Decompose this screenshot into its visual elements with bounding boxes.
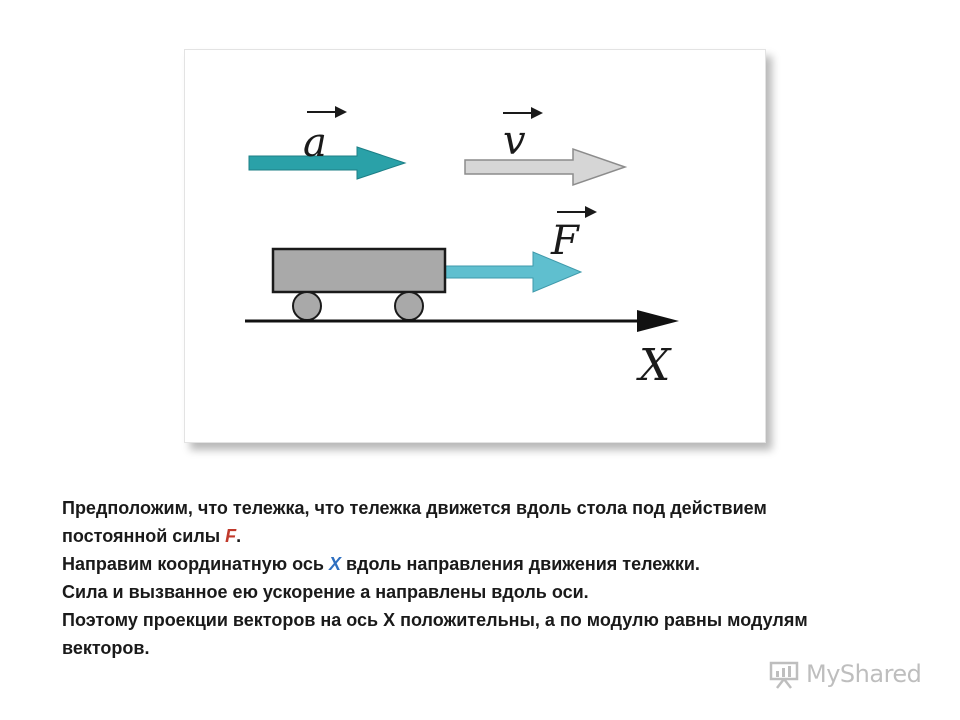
text-line-5: Поэтому проекции векторов на ось X положительны, а по модулю равны модулям <box>62 610 808 630</box>
acceleration-arrow <box>249 147 405 179</box>
text-line-3-end: вдоль направления движения тележки. <box>340 554 700 574</box>
text-line-1: Предположим, что тележка, что тележка движется вдоль стола под действием <box>62 498 767 518</box>
physics-diagram-frame <box>184 49 766 443</box>
force-symbol: F <box>225 526 237 546</box>
axis-symbol: X <box>328 554 341 574</box>
x-axis-label: X <box>639 340 671 391</box>
watermark-text: MyShared <box>806 660 922 688</box>
force-vector-mark <box>557 206 597 218</box>
acceleration-vector-mark <box>307 106 347 118</box>
text-line-2-end: . <box>236 526 242 546</box>
presentation-board-icon <box>768 659 800 689</box>
text-line-3 <box>62 550 942 578</box>
text-line-2-start: постоянной силы <box>62 526 226 546</box>
cart-force-diagram <box>185 50 765 442</box>
text-line-6: векторов. <box>62 638 150 658</box>
velocity-arrow <box>465 149 625 185</box>
cart-body <box>273 249 445 292</box>
text-line-4: Сила и вызванное ею ускорение а направлены вдоль оси. <box>62 582 589 602</box>
explanation-text <box>62 494 942 662</box>
force-label: F <box>551 218 579 264</box>
text-line-3-start: Направим координатную ось <box>62 554 329 574</box>
acceleration-label: a <box>303 120 327 166</box>
cart-wheel-left <box>293 292 321 320</box>
myshared-watermark <box>768 656 921 692</box>
text-line-2 <box>62 522 942 550</box>
cart-wheel-right <box>395 292 423 320</box>
velocity-label: v <box>503 118 526 164</box>
